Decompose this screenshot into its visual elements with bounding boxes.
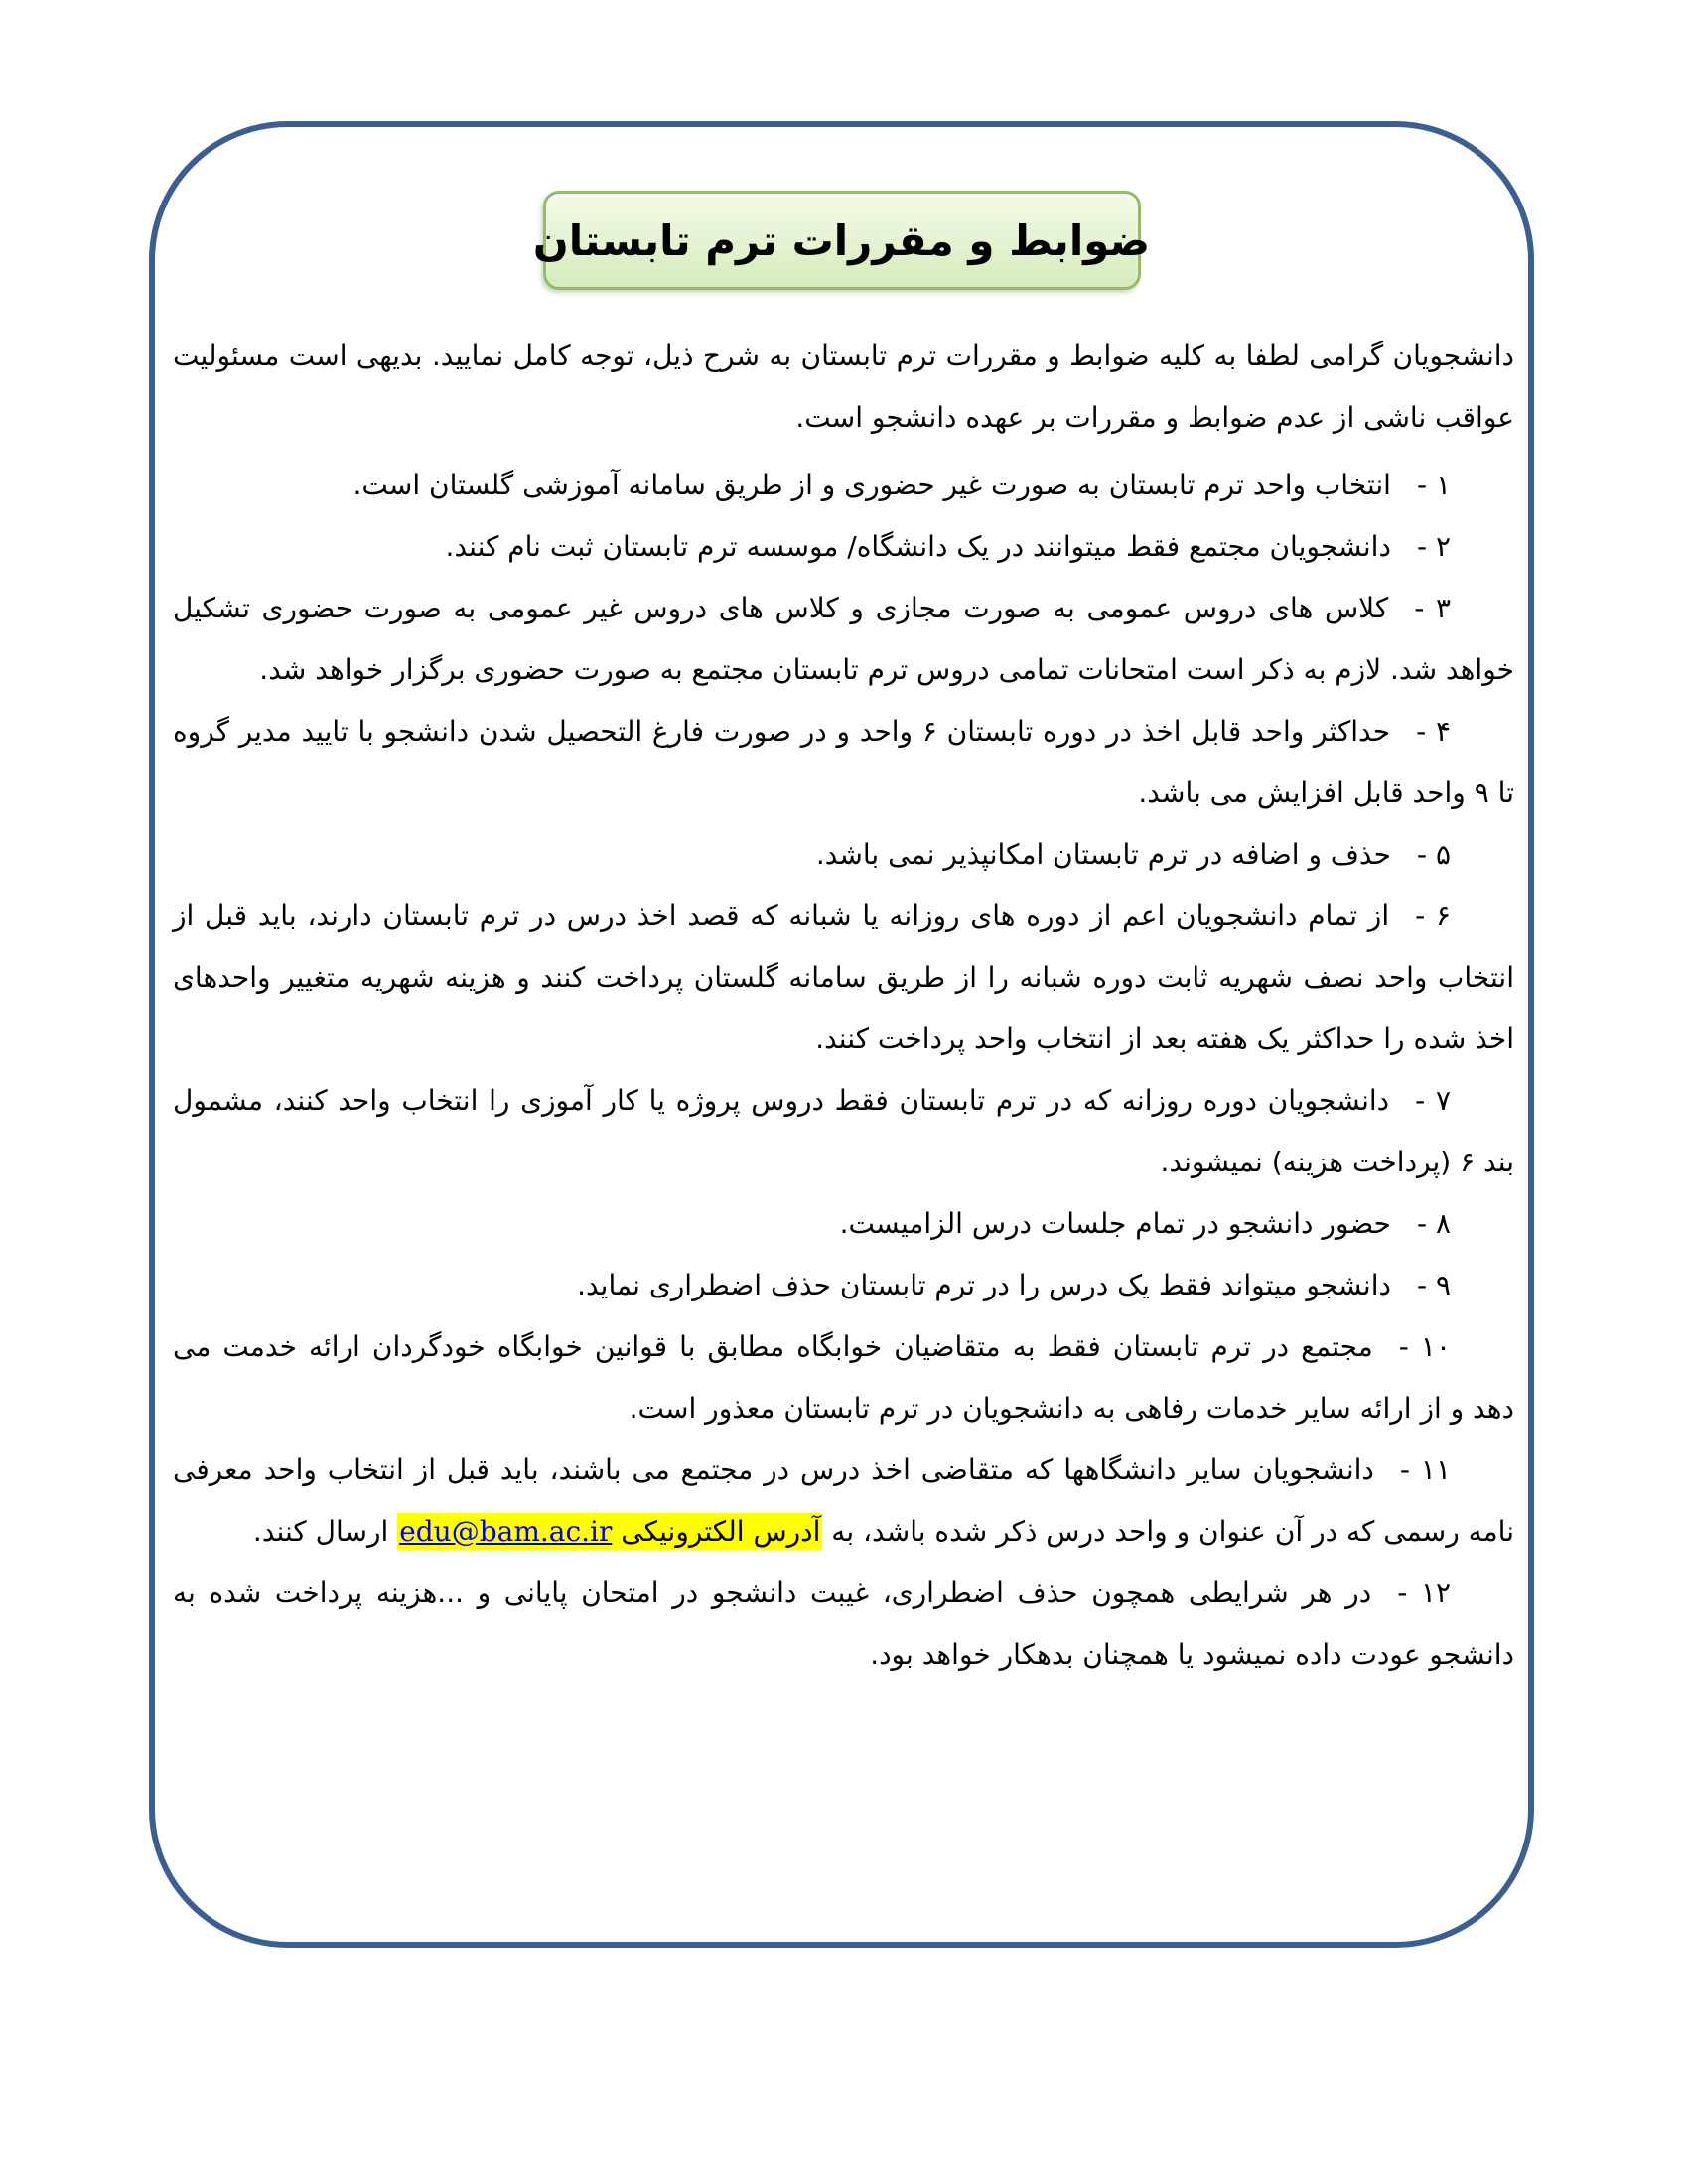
rule-item-8: [173, 1193, 1514, 1255]
rule-text: دانشجویان مجتمع فقط میتوانند در یک دانشگاه/ موسسه ترم تابستان ثبت نام کنند.: [445, 530, 1391, 563]
email-label: آدرس الکترونیکی: [612, 1515, 821, 1548]
rule-number: ۱۱ -: [1399, 1453, 1451, 1486]
rule-text: از تمام دانشجویان اعم از دوره های روزانه یا شبانه که قصد اخذ درس در ترم تابستان دارند، باید قبل از انتخاب واحد نصف شهریه ثابت دوره شبانه را از طریق سامانه گلستان پرداخت کنند و هزینه شهریه متغییر واحدهای اخذ شده را حداکثر یک هفته بعد از انتخاب واحد پرداخت کنند.: [173, 899, 1514, 1055]
rule-number: ۳ -: [1414, 592, 1451, 624]
rule-text-prefix: دانشجویان سایر دانشگاهها که متقاضی اخذ درس در مجتمع می باشند، باید قبل از انتخاب واحد معرفی نامه رسمی که در آن عنوان و واحد درس ذکر شده باشد، به: [173, 1453, 1514, 1548]
rule-item-4: [173, 701, 1514, 824]
rule-item-5: [173, 824, 1514, 886]
rule-item-11: [173, 1439, 1514, 1563]
rule-number: ۴ -: [1416, 715, 1451, 748]
email-link[interactable]: edu@bam.ac.ir: [399, 1515, 613, 1548]
rule-number: ۱۰ -: [1398, 1330, 1451, 1363]
rule-number: ۷ -: [1415, 1084, 1451, 1117]
rule-item-12: [173, 1563, 1514, 1686]
rule-item-6: [173, 886, 1514, 1070]
rule-number: ۸ -: [1416, 1207, 1451, 1240]
title-banner: [532, 191, 1151, 290]
rule-text: انتخاب واحد ترم تابستان به صورت غیر حضوری و از طریق سامانه آموزشی گلستان است.: [352, 469, 1391, 501]
rule-text-suffix: ارسال کنند.: [252, 1515, 398, 1548]
rule-number: ۱ -: [1416, 469, 1451, 501]
rule-item-7: [173, 1070, 1514, 1193]
rule-text: حضور دانشجو در تمام جلسات درس الزامیست.: [839, 1207, 1391, 1240]
rule-item-9: [173, 1255, 1514, 1316]
rule-text: در هر شرایطی همچون حذف اضطراری، غیبت دانشجو در امتحان پایانی و ...هزینه پرداخت شده به دانشجو عودت داده نمیشود یا همچنان بدهکار خواهد بود.: [173, 1576, 1514, 1671]
rule-text: دانشجویان دوره روزانه که در ترم تابستان فقط دروس پروژه یا کار آموزی را انتخاب واحد کنند، مشمول بند ۶ (پرداخت هزینه) نمیشوند.: [173, 1084, 1514, 1178]
intro-paragraph: دانشجویان گرامی لطفا به کلیه ضوابط و مقررات ترم تابستان به شرح ذیل، توجه کامل نمایید. بدیهی است مسئولیت عواقب ناشی از عدم ضوابط و مقررات بر عهده دانشجو است.: [173, 340, 1514, 434]
rule-text: مجتمع در ترم تابستان فقط به متقاضیان خوابگاه مطابق با قوانین خوابگاه خودگردان ارائه خدمت می دهد و از ارائه سایر خدمات رفاهی به دانشجویان در ترم تابستان معذور است.: [173, 1330, 1514, 1425]
page-border-frame: [149, 121, 1534, 1948]
rule-item-3: [173, 578, 1514, 701]
rule-item-1: [173, 455, 1514, 516]
page-title: ضوابط و مقررات ترم تابستان: [532, 215, 1151, 265]
rule-text: دانشجو میتواند فقط یک درس را در ترم تابستان حذف اضطراری نماید.: [577, 1269, 1391, 1301]
content-area: [155, 290, 1528, 1686]
rule-item-2: [173, 516, 1514, 578]
highlighted-segment: [397, 1513, 822, 1550]
rule-number: ۲ -: [1416, 530, 1451, 563]
rule-number: ۱۲ -: [1397, 1576, 1452, 1609]
rule-text: حذف و اضافه در ترم تابستان امکانپذیر نمی باشد.: [815, 838, 1391, 871]
rule-item-10: [173, 1316, 1514, 1439]
rules-list: [173, 455, 1514, 1686]
rule-number: ۹ -: [1416, 1269, 1451, 1301]
rule-number: ۶ -: [1415, 899, 1451, 932]
rule-number: ۵ -: [1416, 838, 1451, 871]
rule-text: حداکثر واحد قابل اخذ در دوره تابستان ۶ واحد و در صورت فارغ التحصیل شدن دانشجو با تایید مدیر گروه تا ۹ واحد قابل افزایش می باشد.: [173, 715, 1514, 809]
rule-text: کلاس های دروس عمومی به صورت مجازی و کلاس های دروس غیر عمومی به صورت حضوری تشکیل خواهد شد. لازم به ذکر است امتحانات تمامی دروس ترم تابستان مجتمع به صورت حضوری برگزار خواهد شد.: [173, 592, 1514, 686]
